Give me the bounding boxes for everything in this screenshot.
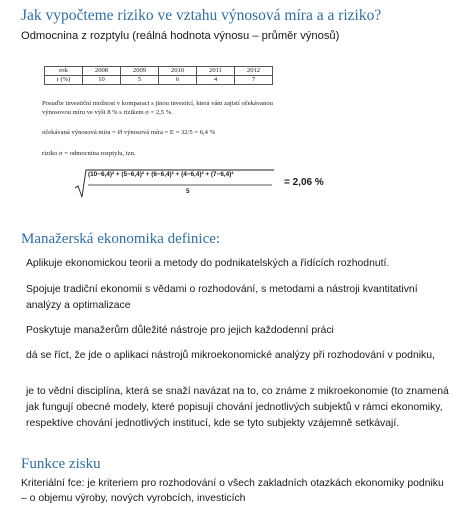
table-cell: 4 (197, 76, 235, 85)
paragraph: Aplikuje ekonomickou teorii a metody do podnikatelských a řídících rozhodnutí. (26, 258, 390, 269)
table-cell: 2012 (235, 67, 273, 76)
returns-table (44, 66, 273, 85)
criteria-text: Kriteriální fce: je kriteriem pro rozhodování o všech zakladních otazkách ekonomiky podniku – o objemu výroby, nových vyrobcích, investicích (21, 478, 444, 504)
table-header-row (45, 67, 273, 76)
example-image (24, 66, 404, 202)
std-dev-formula (74, 169, 344, 199)
expected-return: očekávaná výnosová míra = Ø výnosová míra = E = 32/5 = 6,4 % (42, 129, 216, 136)
table-cell: 2008 (83, 67, 121, 76)
table-cell: 2009 (121, 67, 159, 76)
table-cell: 2011 (197, 67, 235, 76)
table-cell: 2010 (159, 67, 197, 76)
table-cell: 5 (121, 76, 159, 85)
table-cell: 10 (83, 76, 121, 85)
formula-result: = 2,06 % (284, 177, 324, 188)
paragraph: Spojuje tradiční ekonomii s vědami o rozhodování, s metodami a nástroji kvantitativní analýzy a optimalizace (26, 284, 418, 311)
table-cell: r (%) (45, 76, 83, 85)
section-heading: Manažerská ekonomika definice: (21, 231, 221, 247)
table-cell: 7 (235, 76, 273, 85)
formula-denominator: 5 (186, 188, 190, 195)
table-row (45, 76, 273, 85)
example-text-line: Posuďte investiční možnost v komparaci s jinou investicí, která vám zajistí očekávanou (42, 100, 273, 107)
subtitle: Odmocnina z rozptylu (reálná hodnota výnosu – průměr výnosů) (21, 30, 340, 42)
paragraph: Poskytuje manažerům důležité nástroje pro jejich každodenní práci (26, 325, 334, 336)
table-cell: 6 (159, 76, 197, 85)
example-text-line: výnosovou míru ve výši 8 % s rizikem σ = 2,5 %. (42, 109, 173, 116)
risk-line: riziko σ = odmocnina rozptylu, tzn. (42, 150, 136, 157)
page-title: Jak vypočteme riziko ve vztahu výnosová míra a a riziko? (21, 7, 382, 24)
section-heading: Funkce zisku (21, 456, 101, 472)
table-cell: rok (45, 67, 83, 76)
formula-numerator: (10−6,4)² + (5−6,4)² + (6−6,4)² + (4−6,4)² + (7−6,4)² (88, 171, 234, 178)
paragraph: je to vědní disciplína, která se snaží navázat na to, co známe z mikroekonomie (to znamená jak fungují obecné modely, které popisují chování jednotlivých subjektů v rámci ekonomiky, respektive chování jednotlivých institucí, kde se tyto subjekty vzájemně setkávají. (26, 386, 449, 429)
paragraph: dá se říct, že jde o aplikaci nástrojů mikroekonomické analýzy při rozhodování v podniku, (26, 350, 435, 361)
